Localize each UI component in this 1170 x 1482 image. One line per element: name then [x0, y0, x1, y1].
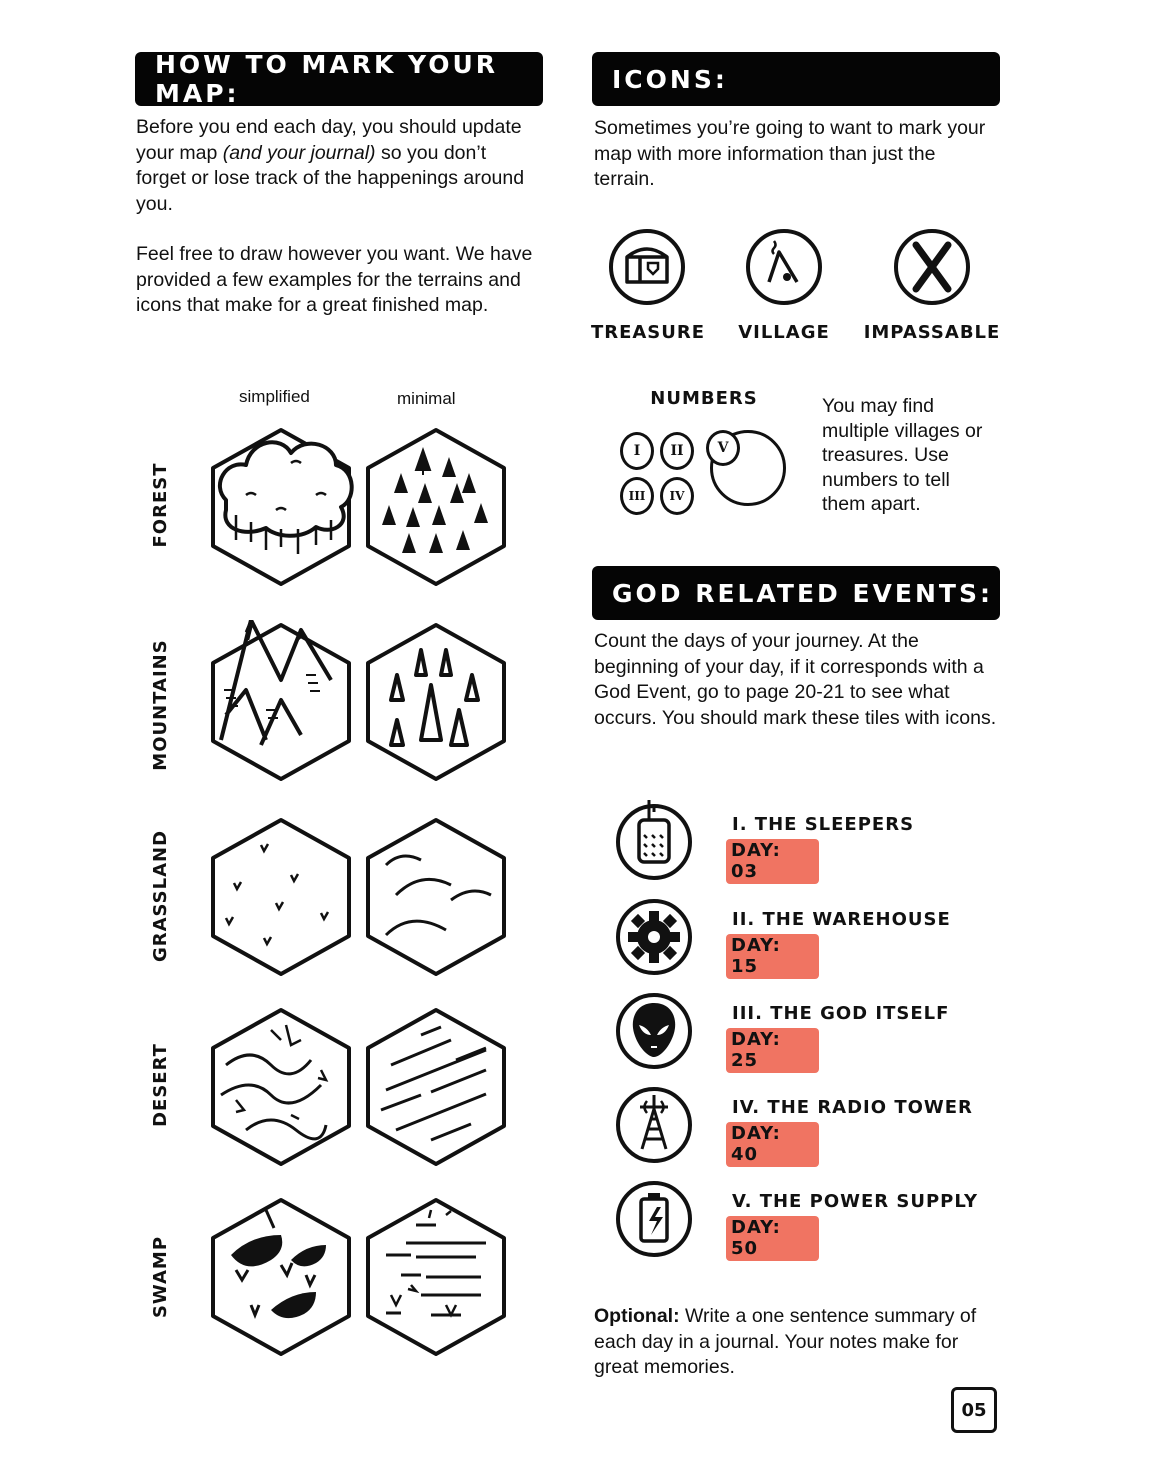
- numeral-badge-i: I: [620, 432, 654, 470]
- village-label: VILLAGE: [738, 322, 830, 343]
- forest-minimal-tile: [361, 425, 511, 590]
- mountains-minimal-tile: [361, 620, 511, 785]
- optional-text: Write a one sentence summary of each day in a journal. Your notes make for great memories.: [594, 1305, 977, 1378]
- row-label-forest: FOREST: [150, 462, 171, 548]
- event-day-badge: DAY: 40: [726, 1122, 819, 1167]
- mark-map-header-text: HOW TO MARK YOUR MAP:: [155, 50, 499, 108]
- god-events-intro: Count the days of your journey. At the beginning of your day, if it corresponds with a God Event, go to page 20-21 to see what occurs. You should mark these tiles with icons.: [594, 630, 997, 729]
- column-label-simplified: simplified: [239, 387, 310, 406]
- icons-header: [592, 52, 1000, 106]
- god-events-header: [592, 566, 1000, 620]
- optional-note: [594, 1304, 1004, 1381]
- radio-tower-icon: [614, 1083, 694, 1167]
- para1-part-a: Before you end each day, you should update your map: [136, 116, 522, 164]
- god-event-radio-tower: [614, 1083, 1034, 1173]
- para1-part-b: so you don’t forget or lose track of the happenings around you.: [136, 141, 525, 215]
- god-event-sleepers: [614, 800, 1034, 890]
- desert-minimal-tile: [361, 1005, 511, 1170]
- row-label-grassland: GRASSLAND: [150, 829, 171, 963]
- treasure-label: TREASURE: [590, 322, 706, 343]
- event-day-badge: DAY: 15: [726, 934, 819, 979]
- forest-simplified-tile: [206, 425, 356, 590]
- swamp-simplified-tile: [206, 1195, 356, 1360]
- alien-face-icon: [614, 989, 694, 1073]
- icons-intro: Sometimes you’re going to want to mark your map with more information than just the terrain.: [594, 117, 986, 190]
- gear-icon: [614, 895, 694, 979]
- numeral-badge-ii: II: [660, 432, 694, 470]
- row-label-mountains: MOUNTAINS: [150, 639, 171, 771]
- event-title: I. THE SLEEPERS: [732, 814, 915, 835]
- impassable-icon: [892, 227, 972, 307]
- row-label-swamp: SWAMP: [150, 1235, 171, 1319]
- event-title: IV. THE RADIO TOWER: [732, 1097, 973, 1118]
- sleepers-icon: [614, 800, 694, 884]
- numeral-badge-v: V: [706, 430, 740, 466]
- village-icon: [744, 227, 824, 307]
- grassland-minimal-tile: [361, 815, 511, 980]
- numeral-badge-iii: III: [620, 477, 654, 515]
- god-event-power-supply: [614, 1177, 1034, 1267]
- page-number: 05: [951, 1387, 997, 1433]
- icons-header-text: ICONS:: [612, 64, 728, 94]
- event-day-badge: DAY: 03: [726, 839, 819, 884]
- column-label-minimal: minimal: [397, 389, 456, 408]
- para1-emphasis: (and your journal): [222, 141, 376, 164]
- numeral-badge-iv: IV: [660, 477, 694, 515]
- desert-simplified-tile: [206, 1005, 356, 1170]
- event-title: III. THE GOD ITSELF: [732, 1003, 950, 1024]
- impassable-label: IMPASSABLE: [863, 322, 1001, 343]
- row-label-desert: DESERT: [150, 1043, 171, 1127]
- mark-map-paragraph-1: [136, 115, 536, 217]
- event-day-badge: DAY: 50: [726, 1216, 819, 1261]
- god-events-header-text: GOD RELATED EVENTS:: [612, 578, 993, 608]
- numbers-text: You may find multiple villages or treasures. Use numbers to tell them apart.: [822, 395, 983, 515]
- battery-icon: [614, 1177, 694, 1261]
- treasure-icon: [607, 227, 687, 307]
- swamp-minimal-tile: [361, 1195, 511, 1360]
- optional-label: Optional:: [594, 1305, 680, 1327]
- grassland-simplified-tile: [206, 815, 356, 980]
- god-event-god-itself: [614, 989, 1034, 1079]
- mark-map-paragraph-2: Feel free to draw however you want. We have provided a few examples for the terrains and icons that make for a great finished map.: [136, 243, 533, 316]
- event-title: II. THE WAREHOUSE: [732, 909, 951, 930]
- numbers-label: NUMBERS: [650, 388, 758, 409]
- mark-map-intro: [136, 115, 536, 319]
- event-title: V. THE POWER SUPPLY: [732, 1191, 979, 1212]
- mountains-simplified-tile: [206, 620, 356, 785]
- god-event-warehouse: [614, 895, 1034, 985]
- event-day-badge: DAY: 25: [726, 1028, 819, 1073]
- mark-map-header: [135, 52, 543, 106]
